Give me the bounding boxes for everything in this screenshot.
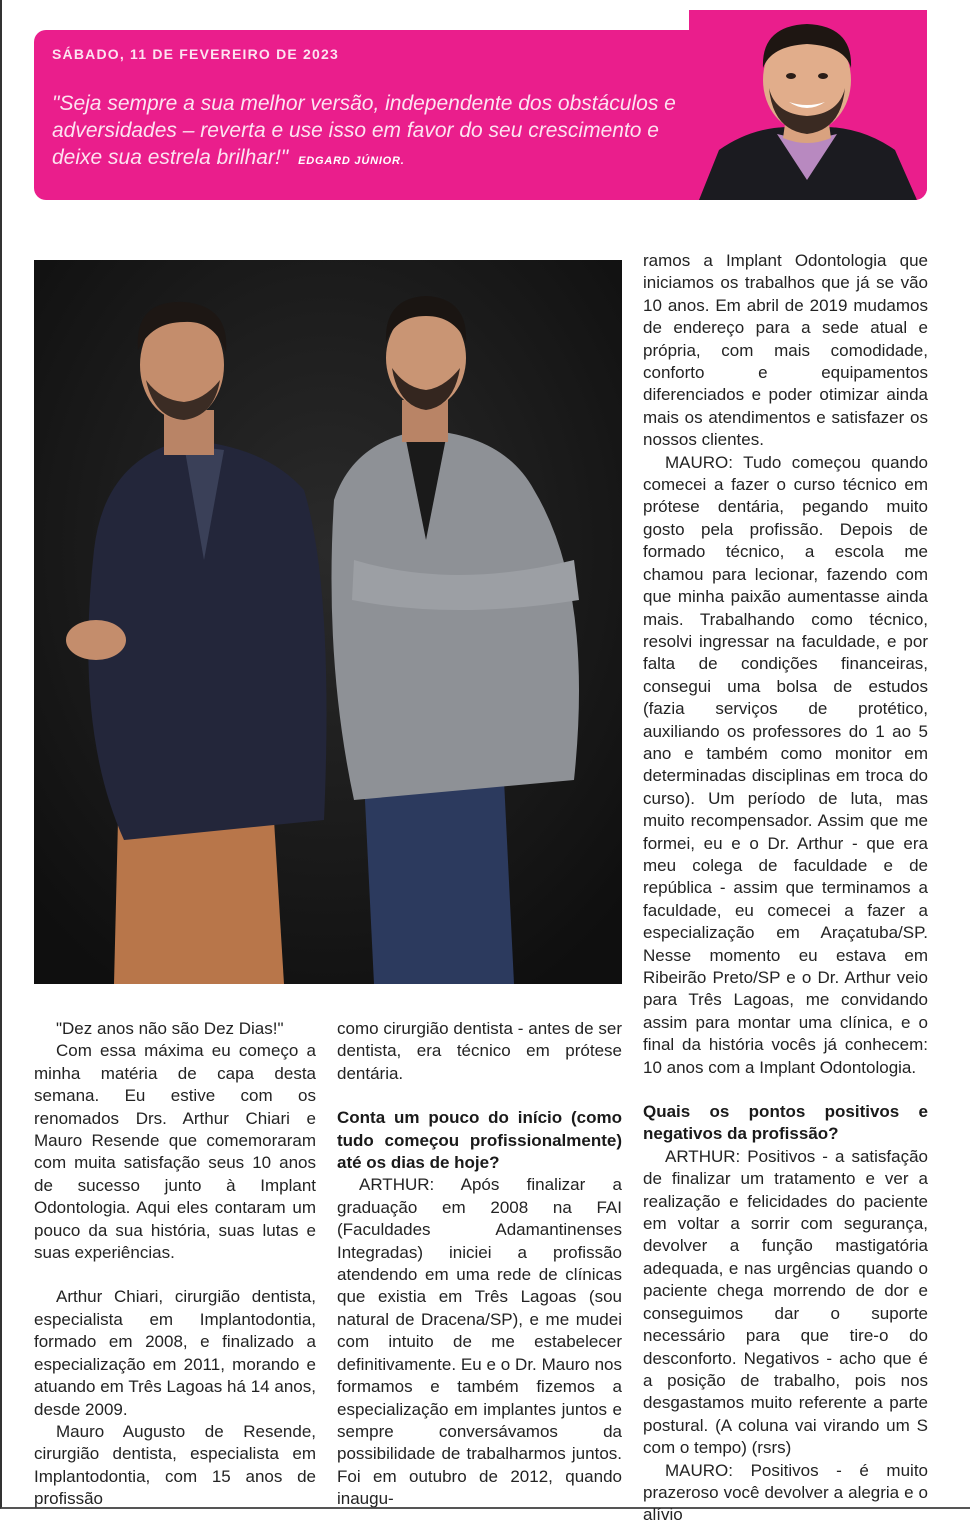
article-paragraph: como cirurgião dentista - antes de ser dentista, era técnico em prótese dentária. [337, 1019, 622, 1083]
article-column-3 [643, 250, 928, 1527]
quote-author: EDGARD JÚNIOR. [298, 155, 405, 167]
header-quote [52, 90, 692, 175]
interview-question: Quais os pontos positivos e negativos da profissão? [643, 1102, 928, 1144]
interview-question: Conta um pouco do início (como tudo começou profissionalmente) até os dias de hoje? [337, 1108, 622, 1173]
quote-text: "Seja sempre a sua melhor versão, independente dos obstáculos e adversidades – reverta e use isso em favor do seu crescimento e deixe sua estrela brilhar!" [52, 92, 676, 169]
article-column-2 [337, 1018, 622, 1511]
article-paragraph: Mauro Augusto de Resende, cirurgião dentista, especialista em Implantodontia, com 15 anos de profissão [34, 1421, 316, 1509]
article-paragraph: Com essa máxima eu começo a minha matéria de capa desta semana. Eu estive com os renomados Drs. Arthur Chiari e Mauro Resende que comemoraram com muita satisfação seus 10 anos de sucesso junto à Implant Odontologia. Aqui eles contaram um pouco da sua história, suas lutas e suas experiências. [34, 1041, 316, 1263]
article-paragraph: ramos a Implant Odontologia que iniciamos os trabalhos que já se vão 10 anos. Em abril de 2019 mudamos de endereço para a sede atual e própria, com mais comodidade, conforto e equipamentos diferenciados e poder otimizar ainda mais os atendimentos e satisfazer os nossos clientes. [643, 251, 928, 450]
main-photo [34, 260, 622, 984]
article-paragraph: ARTHUR: Positivos - a satisfação de finalizar um tratamento e ver a realização e felicidades do paciente em voltar a sorrir com segurança, devolver a função mastigatória adequada, e nas urgências quando o paciente chega morrendo de dor e conseguimos dar o suporte necessário para que tire-o do desconforto. Negativos - acho que é a posição de trabalho, pois nos desgastamos muito referente a parte postural. (A coluna vai virando um S com o tempo) (rsrs) [643, 1146, 928, 1458]
article-column-1 [34, 1018, 316, 1511]
article-paragraph: MAURO: Tudo começou quando comecei a fazer o curso técnico em prótese dentária, pegando muito gosto pela profissão. Depois de formado técnico, a escola me chamou para lecionar, fazendo com que minha paixão aumentasse ainda mais. Trabalhando como técnico, resolvi ingressar na faculdade, e por falta de condições financeiras, consegui uma bolsa de estudos (fazia serviços de protético, auxiliando os professores do 1 ao 5 ano e também como monitor em determinadas disciplinas em troca do curso). Um período de luta, mas muito recompensador. Assim que me formei, eu e o Dr. Arthur - que era meu colega de faculdade e de república - assim que terminamos a faculdade, eu comecei a fazer a especialização em Araçatuba/SP. Nesse momento eu estava em Ribeirão Preto/SP e o Dr. Arthur veio para Três Lagoas, me convidando assim para montar uma clínica, e o final da história vocês já conhecem: 10 anos com a Implant Odontologia. [643, 452, 928, 1077]
columnist-portrait [689, 10, 927, 200]
header-banner [34, 30, 927, 200]
article-paragraph: Arthur Chiari, cirurgião dentista, especialista em Implantodontia, formado em 2008, e finalizado a especialização em 2011, morando e atuando em Três Lagoas há 14 anos, desde 2009. [34, 1287, 316, 1419]
article-paragraph: ARTHUR: Após finalizar a graduação em 2008 na FAI (Faculdades Adamantinenses Integradas) iniciei a profissão atendendo em uma rede de clínicas que existia em Três Lagoas (sou natural de Dracena/SP), e me mudei com intuito de me estabelecer definitivamente. Eu e o Dr. Mauro nos formamos e também fizemos a especialização em implantes juntos e sempre conversávamos da possibilidade de trabalharmos juntos. Foi em outubro de 2012, quando inaugu- [337, 1175, 622, 1509]
issue-date: SÁBADO, 11 DE FEVEREIRO DE 2023 [52, 46, 339, 62]
columnist-portrait-illustration [689, 10, 927, 200]
article-paragraph: MAURO: Positivos - é muito prazeroso você devolver a alegria e o alívio [643, 1460, 928, 1525]
photo-two-dentists [34, 260, 622, 984]
article-title-line: "Dez anos não são Dez Dias!" [56, 1019, 284, 1038]
